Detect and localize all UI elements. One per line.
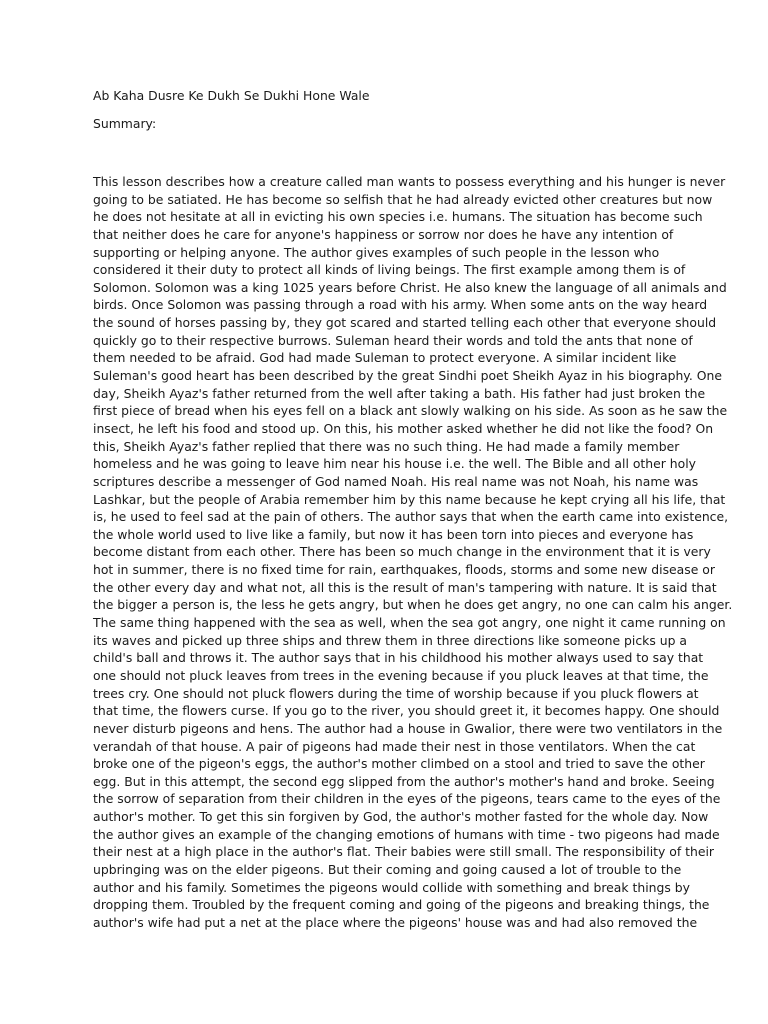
paragraph-line: upbringing was on the elder pigeons. But their coming and going caused a lot of trouble to the xyxy=(93,861,682,877)
paragraph-line: this, Sheikh Ayaz's father replied that there was no such thing. He had made a family member xyxy=(93,438,680,454)
paragraph-line: egg. But in this attempt, the second egg slipped from the author's mother's hand and broke. Seeing xyxy=(93,773,715,789)
paragraph-line: the author gives an example of the changing emotions of humans with time - two pigeons had made xyxy=(93,826,720,842)
paragraph-line: day, Sheikh Ayaz's father returned from the well after taking a bath. His father had just broken the xyxy=(93,385,706,401)
paragraph-line: quickly go to their respective burrows. Suleman heard their words and told the ants that none of xyxy=(93,332,693,348)
paragraph-line: birds. Once Solomon was passing through a road with his army. When some ants on the way heard xyxy=(93,297,708,313)
document-title: Ab Kaha Dusre Ke Dukh Se Dukhi Hone Wale xyxy=(93,88,370,103)
paragraph-line: the whole world used to live like a family, but now it has been torn into pieces and everyone has xyxy=(93,526,694,542)
paragraph-line: he does not hesitate at all in evicting his own species i.e. humans. The situation has become such xyxy=(93,209,703,225)
document-page xyxy=(93,87,733,932)
paragraph-line: their nest at a high place in the author's flat. Their babies were still small. The responsibility of their xyxy=(93,844,715,860)
paragraph-line: the other every day and what not, all this is the result of man's tampering with nature. It is said that xyxy=(93,579,717,595)
summary-label: Summary: xyxy=(93,116,157,131)
paragraph-line: supporting or helping anyone. The author gives examples of such people in the lesson who xyxy=(93,244,660,260)
paragraph-line: insect, he left his food and stood up. On this, his mother asked whether he did not like the food? On xyxy=(93,420,714,436)
paragraph-line: going to be satiated. He has become so selfish that he had already evicted other creatures but now xyxy=(93,191,713,207)
paragraph-line: This lesson describes how a creature called man wants to possess everything and his hunger is never xyxy=(93,174,726,189)
paragraph-line: the sound of horses passing by, they got scared and started telling each other that everyone should xyxy=(93,315,717,331)
paragraph-line: author's wife had put a net at the place where the pigeons' house was and had also removed the xyxy=(93,914,698,930)
paragraph-line: author's mother. To get this sin forgiven by God, the author's mother fasted for the whole day. Now xyxy=(93,809,709,825)
paragraph-line: them needed to be afraid. God had made Suleman to protect everyone. A similar incident like xyxy=(93,350,677,366)
paragraph-line: one should not pluck leaves from trees in the evening because if you pluck leaves at that time, the xyxy=(93,667,709,683)
paragraph-line: never disturb pigeons and hens. The author had a house in Gwalior, there were two ventilators in the xyxy=(93,720,723,736)
paragraph-line: hot in summer, there is no fixed time for rain, earthquakes, floods, storms and some new disease or xyxy=(93,562,715,578)
paragraph-line: homeless and he was going to leave him near his house i.e. the well. The Bible and all other holy xyxy=(93,456,696,472)
paragraph-line: dropping them. Troubled by the frequent coming and going of the pigeons and breaking things, the xyxy=(93,897,710,913)
paragraph-line: author and his family. Sometimes the pigeons would collide with something and break things by xyxy=(93,879,690,895)
paragraph-line: that neither does he care for anyone's happiness or sorrow nor does he have any intention of xyxy=(93,226,674,242)
paragraph-line: broke one of the pigeon's eggs, the author's mother climbed on a stool and tried to save the other xyxy=(93,756,705,772)
summary-paragraph xyxy=(93,173,733,932)
paragraph-line: trees cry. One should not pluck flowers during the time of worship because if you pluck flowers at xyxy=(93,685,699,701)
paragraph-line: become distant from each other. There has been so much change in the environment that it is very xyxy=(93,544,711,560)
paragraph-line: its waves and picked up three ships and threw them in three directions like someone picks up a xyxy=(93,632,687,648)
paragraph-line: The same thing happened with the sea as well, when the sea got angry, one night it came running on xyxy=(93,615,726,631)
paragraph-line: Lashkar, but the people of Arabia remember him by this name because he kept crying all his life, that xyxy=(93,491,726,507)
paragraph-line: child's ball and throws it. The author says that in his childhood his mother always used to say that xyxy=(93,650,704,666)
paragraph-line: verandah of that house. A pair of pigeons had made their nest in those ventilators. When the cat xyxy=(93,738,696,754)
paragraph-line: first piece of bread when his eyes fell on a black ant slowly walking on his side. As soon as he saw the xyxy=(93,403,728,419)
paragraph-line: considered it their duty to protect all kinds of living beings. The first example among them is of xyxy=(93,262,686,278)
paragraph-line: the bigger a person is, the less he gets angry, but when he does get angry, no one can calm his anger. xyxy=(93,597,733,613)
paragraph-line: Solomon. Solomon was a king 1025 years before Christ. He also knew the language of all animals and xyxy=(93,279,727,295)
paragraph-line: Suleman's good heart has been described by the great Sindhi poet Sheikh Ayaz in his biography. One xyxy=(93,368,722,384)
paragraph-line: the sorrow of separation from their children in the eyes of the pigeons, tears came to the eyes of the xyxy=(93,791,721,807)
paragraph-line: scriptures describe a messenger of God named Noah. His real name was not Noah, his name was xyxy=(93,473,699,489)
paragraph-line: is, he used to feel sad at the pain of others. The author says that when the earth came into existence, xyxy=(93,509,729,525)
paragraph-line: that time, the flowers curse. If you go to the river, you should greet it, it becomes happy. One should xyxy=(93,703,720,719)
